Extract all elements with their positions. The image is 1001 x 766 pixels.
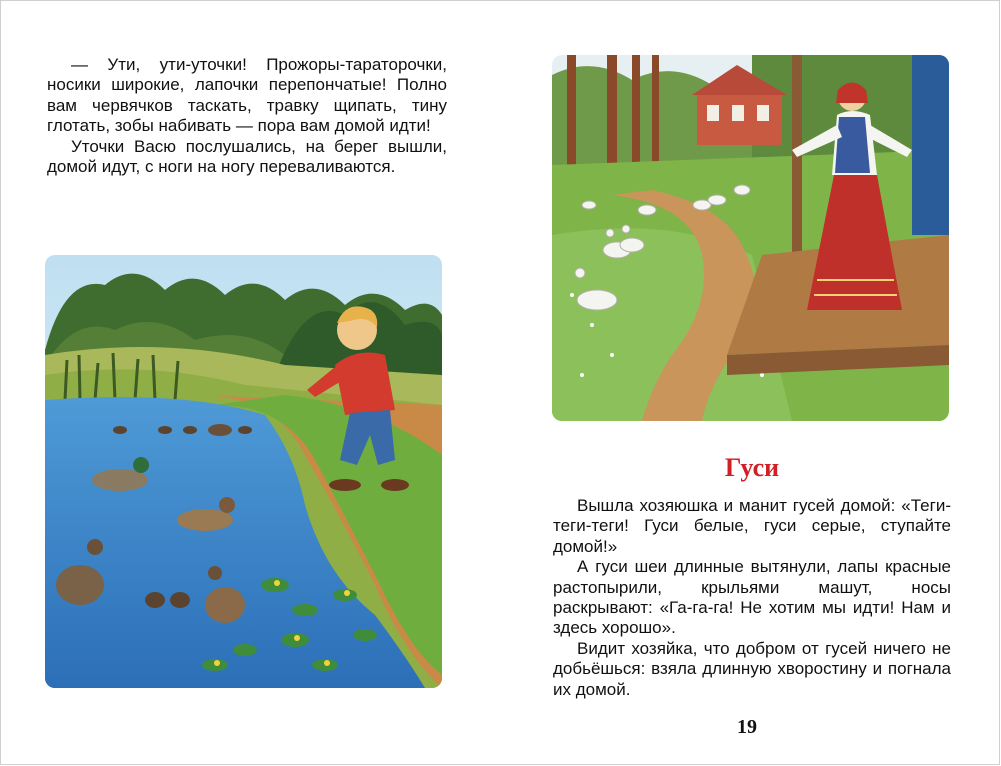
right-paragraph-3: Видит хозяйка, что добром от гусей ничего не добьёшься: взяла длинную хворостину и погнала их домой. (553, 638, 951, 699)
page-number: 19 (737, 716, 757, 738)
pond-ducks-picture (45, 255, 442, 688)
pond-ducks-illustration (45, 255, 442, 688)
geese-illustration (552, 55, 949, 421)
story-title: Гуси (724, 453, 780, 482)
right-paragraph-2: А гуси шеи длинные вытянули, лапы красные растопырили, крыльями машут, носы раскрывают: «Га-га-га! Не хотим мы идти! Нам и здесь хорошо». (553, 557, 951, 638)
right-paragraph-1: Вышла хозяюшка и манит гусей домой: «Теги-теги-теги! Гуси белые, гуси серые, ступайте домой!» (553, 496, 951, 556)
geese-picture (552, 55, 949, 421)
left-paragraph-1: — Ути, ути-уточки! Прожоры-тараторочки, носики широкие, лапочки перепончатые! Полно вам червячков таскать, травку щипать, тину глотать, зобы набивать — пора вам домой идти! (47, 55, 447, 136)
left-paragraph-2: Уточки Васю послушались, на берег вышли, домой идут, с ноги на ногу переваливаются. (47, 136, 447, 177)
left-page-text (47, 55, 447, 177)
right-page-text (553, 496, 951, 700)
